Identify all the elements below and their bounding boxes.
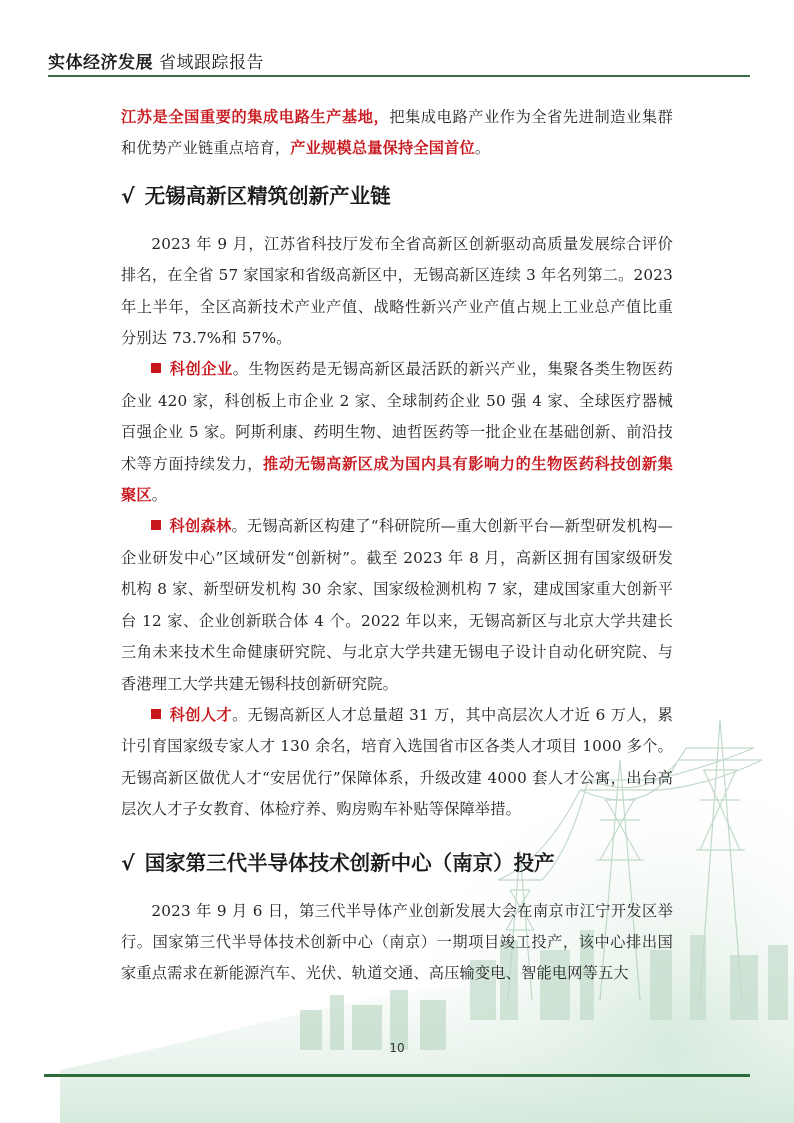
section-title: 无锡高新区精筑创新产业链	[144, 183, 391, 208]
item-label: 科创森林	[169, 517, 232, 536]
item-label: 科创企业	[169, 360, 233, 379]
section-title: 国家第三代半导体技术创新中心（南京）投产	[144, 850, 555, 875]
checkmark-icon: √	[121, 850, 135, 875]
intro-text-1: 把集成电路产业作为全省先进制造业集群和优势产业链重点培育，	[121, 108, 673, 158]
item-label: 科创人才	[169, 705, 233, 724]
item-end: 。	[151, 486, 168, 505]
item-text: 。无锡高新区构建了“科研院所—重大创新平台—新型研发机构—企业研发中心”区域研发“创新树”。截至 2023 年 8 月，高新区拥有国家级研发机构 8 家、新型研发机构 30 余家、国家级检测机构 7 家，建成国家重大创新平台 12 家、企业创新联合体 4 个。2022 年以来，无锡高新区与北京大学共建长三角未来技术生命健康研究院、与北京大学共建无锡电子设计自动化研究院、与香港理工大学共建无锡科技创新研究院。	[121, 517, 673, 693]
footer-divider	[44, 1074, 750, 1077]
wuxi-item-talent	[121, 700, 673, 826]
header-title: 实体经济发展	[48, 53, 153, 73]
square-bullet-icon	[151, 709, 161, 719]
section-heading-nanjing	[121, 846, 673, 876]
report-header	[48, 48, 264, 73]
item-text: 。无锡高新区人才总量超 31 万，其中高层次人才近 6 万人，累计引育国家级专家人才 130 余名，培育入选国省市区各类人才项目 1000 多个。无锡高新区做优人才“安居优行”保障体系，升级改建 4000 套人才公寓，出台高层次人才子女教育、体检疗养、购房购车补贴等保障举措。	[121, 705, 673, 819]
wuxi-item-enterprise	[121, 354, 673, 511]
section-heading-wuxi	[121, 179, 673, 209]
intro-text-2: 。	[474, 139, 491, 158]
wuxi-item-forest	[121, 511, 673, 699]
wuxi-overview-paragraph: 2023 年 9 月，江苏省科技厅发布全省高新区创新驱动高质量发展综合评价排名，在全省 57 家国家和省级高新区中，无锡高新区连续 3 年名列第二。2023 年上半年，全区高新技术产业产值、战略性新兴产业产值占规上工业总产值比重分别达 73.7%和 57%。	[121, 234, 673, 348]
checkmark-icon: √	[121, 183, 135, 208]
intro-emphasis-2: 产业规模总量保持全国首位	[290, 139, 475, 158]
header-subtitle: 省域跟踪报告	[159, 53, 264, 73]
item-text: 。生物医药是无锡高新区最活跃的新兴产业，集聚各类生物医药企业 420 家，科创板上市企业 2 家、全球制药企业 50 强 4 家、全球医疗器械百强企业 5 家。阿斯利康、药明生物、迪哲医药等一批企业在基础创新、前沿技术等方面持续发力，	[121, 360, 673, 473]
square-bullet-icon	[151, 363, 161, 373]
square-bullet-icon	[151, 520, 161, 530]
nanjing-paragraph: 2023 年 9 月 6 日，第三代半导体产业创新发展大会在南京市江宁开发区举行。国家第三代半导体技术创新中心（南京）一期项目竣工投产，该中心排出国家重点需求在新能源汽车、光伏、轨道交通、高压输变电、智能电网等五大	[121, 901, 673, 983]
intro-emphasis-1: 江苏是全国重要的集成电路生产基地，	[121, 108, 390, 126]
intro-paragraph	[121, 102, 673, 165]
main-content	[121, 102, 673, 990]
header-divider	[48, 75, 750, 77]
page-number: 10	[389, 1041, 405, 1055]
item-emphasis: 推动无锡高新区成为国内具有影响力的生物医药科技创新集聚区	[121, 454, 673, 505]
